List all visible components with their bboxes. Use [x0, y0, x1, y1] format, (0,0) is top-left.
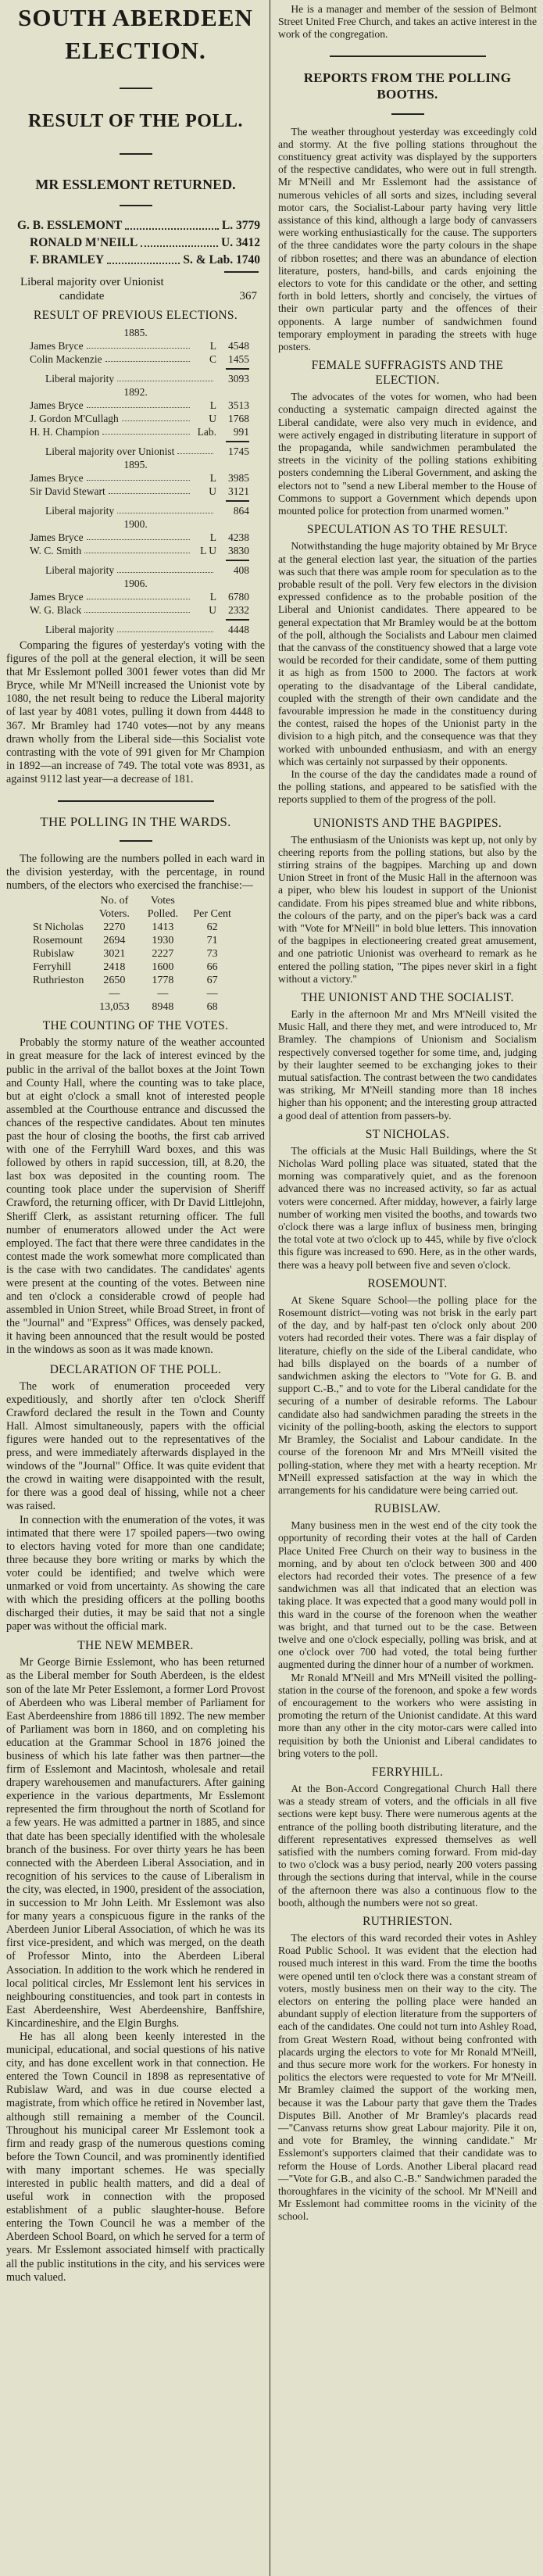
candidate-party: L — [209, 472, 216, 484]
ward-voters: 2418 — [103, 961, 126, 974]
divider — [226, 368, 249, 370]
previous-heading: RESULT OF PREVIOUS ELECTIONS. — [33, 309, 238, 322]
candidate-name: J. Gordon M'Cullagh — [30, 413, 119, 424]
candidate-votes: 3412 — [236, 236, 260, 249]
speculation-heading: SPECULATION AS TO THE RESULT. — [306, 523, 509, 537]
ward-row — [30, 961, 238, 974]
candidate-party: Lab. — [197, 426, 216, 438]
wards-table — [30, 894, 238, 1014]
candidate-name: James Bryce — [30, 531, 84, 543]
candidate-name: James Bryce — [30, 591, 84, 603]
candidate-party: S. & Lab. — [183, 253, 234, 267]
ward-percent: 62 — [206, 921, 218, 934]
result-row — [6, 217, 265, 234]
candidate-name: F. BRAMLEY — [30, 253, 105, 267]
candidate-party: C — [209, 353, 216, 365]
speculation-paragraph: In the course of the day the candidates made a round of the polling stations, and appeared to be satisfied with the reports supplied to them of the progress of the poll. — [278, 767, 537, 806]
candidate-votes: 3830 — [228, 545, 249, 556]
candidate-party: L U — [200, 545, 216, 556]
total-polled: 8948 — [152, 1001, 174, 1014]
previous-candidate-row — [6, 485, 265, 498]
ruthrieston-paragraph: The electors of this ward recorded their votes in Ashley Road Public School. It was evident that the election had roused much interest in this ward. From the time the booths were opened until ten o'clock there was a constant stream of voters, mostly business men on their way to the city. The electors on entering the polling place were handed an abundant supply of election literature from the supporters of each of the candidates. One could not turn into Ashley Road, from Great Western Road, without being confronted with placards urging the electors to vote for Mr Ronald M'Neill, and thus secure more work for the workers. For honesty in politics the electors were requested to vote for Mr M'Neill. Mr Bramley claimed the support of the working men, because it was the Labour party that gave them the Trades Disputes Bill. Another of Mr Bramley's placards read—"Canvass returns show great Labour majority. Pile it on, and vote for Bramley, the winning candidate." Mr Esslemont's supporters claimed that their candidate was to reform the House of Lords. Another Liberal placard read—"Vote for G.B., and also C.-B." Sandwichmen paraded the thoroughfares in the vicinity of the school. Mr M'Neill and Mr Esslemont had committee rooms in the vicinity of the school. — [278, 1932, 537, 2223]
candidate-votes: 2332 — [228, 604, 249, 616]
majority-label: Liberal majority — [45, 564, 115, 576]
candidate-votes: 3779 — [236, 219, 260, 232]
rubislaw-heading: RUBISLAW. — [374, 1502, 441, 1516]
previous-majority-row — [6, 623, 265, 636]
candidate-votes: 3121 — [228, 485, 249, 497]
st-nicholas-paragraph: The officials at the Music Hall Buildings, where the St Nicholas Ward polling place was situated, stated that the morning was comparatively quiet, and as the forenoon advanced there was no increased activity, so far as actual voters were concerned. After midday, however, a fairly large number of working men visited the booths, and towards two o'clock there was a large influx of business men, bringing the total vote at two o'clock up to 445, while by five o'clock this figure was increased to 690. Here, as in the other wards, there was a heavy poll between five and seven o'clock. — [278, 1144, 537, 1271]
ward-voters: 2270 — [103, 921, 126, 934]
declaration-paragraph: The work of enumeration proceeded very expeditiously, and shortly after ten o'clock Sheriff Crawford declared the result in the Town and County Hall. Almost simultaneously, papers with the official figures were handed out to the representatives of the press, and were immediately afterwards displayed in the windows of the "Journal" Office. It was quite evident that the crowd in waiting were disappointed with the result, for there was a good deal of hissing, while not a cheer was raised. — [6, 1379, 265, 1513]
election-year: 1906. — [123, 578, 148, 589]
ward-voters: 3021 — [103, 948, 126, 961]
election-year: 1895. — [123, 459, 148, 470]
election-year: 1892. — [123, 386, 148, 398]
ward-row — [30, 921, 238, 934]
previous-candidate-row — [6, 339, 265, 352]
candidate-party: U — [209, 413, 216, 424]
candidate-name: James Bryce — [30, 399, 84, 411]
majority-value: 1745 — [228, 445, 249, 457]
result-row — [6, 252, 265, 269]
declaration-heading: DECLARATION OF THE POLL. — [49, 1362, 222, 1376]
previous-majority-row — [6, 504, 265, 517]
new-member-heading: THE NEW MEMBER. — [77, 1639, 194, 1653]
divider — [330, 55, 486, 57]
divider — [120, 840, 152, 842]
previous-majority-row — [6, 564, 265, 577]
previous-candidate-row — [6, 471, 265, 485]
wards-intro: The following are the numbers polled in each ward in the division yesterday, with the percentage, in round numbers, of the electors who exercised the franchise:— — [6, 853, 265, 893]
candidate-votes: 3513 — [228, 399, 249, 411]
ward-row — [30, 934, 238, 947]
ferryhill-heading: FERRYHILL. — [371, 1765, 444, 1779]
column-left — [0, 0, 270, 2576]
candidate-party: L — [209, 399, 216, 411]
candidate-votes: 3985 — [228, 472, 249, 484]
counting-paragraph: Probably the stormy nature of the weather accounted in great measure for the lack of interest evinced by the public in the arrival of the ballot boxes at the Joint Town and County Hall, where the counting was to take place, but at eight o'clock a small knot of interested people assembled at the Courthouse entrance and discussed the chances of the respective candidates. About ten minutes past the hour of closing the booths, the first cab arrived with one of the Ferryhill Ward boxes, and this was followed by others in rapid succession, till, at 8.20, the last box was deposited in the counting room. The counting took place under the supervision of Sheriff Crawford, the returning officer, with Dr David Littlejohn, Sheriff Clerk, as assistant returning officer. The full number of enumerators allowed under the Act were employed. The fact that there were three candidates in the contest made the work somewhat more complicated than is the case with two candidates. The candidates' agents were present at the counting of the votes. Between nine and ten o'clock a considerable crowd of people had assembled in Union Street, while Broad Street, in front of the "Journal" and "Express" Offices, was densely packed, it having been announced that the result would be posted in the windows as soon as it was made known. — [6, 1036, 265, 1357]
majority-label: Liberal majority — [45, 505, 115, 517]
previous-candidate-row — [6, 544, 265, 557]
bagpipes-paragraph: The enthusiasm of the Unionists was kept up, not only by cheering reports from the polling stations, but also by the stirring strains of the bagpipes. Marching up and down Union Street in front of the Music Hall in the afternoon was a piper, who blew his loudest in support of the Unionist candidate. From his pipes streamed blue and white ribbons, the colours of the party, and on the piper's back was a card with "Vote for M'Neill" in bold blue letters. This innovation of the bagpipes in electioneering created great amusement, and one patriotic Unionist was overheard to remark as he entered the polling station, "The pipes never skirl in a fight without a victory." — [278, 833, 537, 985]
ward-row — [30, 974, 238, 987]
previous-majority-row — [6, 372, 265, 385]
ward-name: Rubislaw — [33, 948, 74, 961]
column-header-percent: Per Cent — [193, 908, 231, 921]
previous-candidate-row — [6, 603, 265, 617]
previous-candidate-row — [6, 590, 265, 603]
majority-label: Liberal majority — [45, 624, 115, 635]
candidate-name: W. C. Smith — [30, 545, 82, 556]
speculation-paragraph: Notwithstanding the huge majority obtained by Mr Bryce at the general election last year, the situation of the parties was such that there was ample room for speculation as to the probable result of the poll. Very few electors in the division expressed confidence as to the probable position of the Liberal and Unionist candidates. There appeared to be general expectation that Mr Bramley would be at the bottom of the poll, although the Socialists and Labour men claimed that the canvass of the constituency showed that a large vote would be recorded for their candidate, some of them putting it as high as from 1500 to 2000. The factors at work operating to the disadvantage of the Liberal candidate, coupled with the strength of their own candidate and the favourable impression he made in the constituency during the contest, raised the hopes of the Unionist party in the division to a high pitch, and the consequence was that they worked with unbounded enthusiasm, and with an energy which was certainly not surpassed by their opponents. — [278, 540, 537, 767]
counting-heading: THE COUNTING OF THE VOTES. — [42, 1019, 229, 1033]
wards-header-row — [30, 894, 238, 921]
majority-value: 408 — [233, 564, 249, 576]
ferryhill-paragraph: At the Bon-Accord Congregational Church Hall there was a steady stream of voters, and the officials in all five sections were kept busy. There were numerous agents at the entrance of the polling booth distributing literature, and the different representatives expressed themselves as well satisfied with the numbers coming forward. From mid-day to two o'clock was a busy period, nearly 200 voters passing through the sections during that interval, while in the course of the afternoon there was also a continuous flow to the booth, although the numbers were not so great. — [278, 1782, 537, 1909]
candidate-votes: 6780 — [228, 591, 249, 603]
total-rule-row: — — — — [109, 988, 218, 1000]
ward-voters: 2694 — [103, 935, 126, 947]
total-percent: 68 — [206, 1001, 218, 1014]
ward-voters: 2650 — [103, 975, 126, 987]
new-member-paragraph: He is a manager and member of the session of Belmont Street United Free Church, and takes an active interest in the work of the congregation. — [278, 3, 537, 41]
divider — [226, 500, 249, 502]
candidate-name: W. G. Black — [30, 604, 82, 616]
divider — [226, 560, 249, 561]
headline-deck: MR ESSLEMONT RETURNED. — [35, 177, 236, 192]
previous-candidate-row — [6, 352, 265, 366]
wards-total-row — [30, 1000, 238, 1014]
previous-candidate-row — [6, 531, 265, 544]
candidate-party: U. — [221, 236, 234, 249]
total-voters: 13,053 — [99, 1001, 130, 1014]
candidate-name: James Bryce — [30, 340, 84, 352]
previous-candidate-row — [6, 425, 265, 438]
divider — [226, 619, 249, 621]
candidate-party: L. — [221, 219, 234, 232]
headline-subtitle: RESULT OF THE POLL. — [28, 111, 243, 131]
st-nicholas-heading: ST NICHOLAS. — [365, 1127, 450, 1141]
unionist-socialist-heading: THE UNIONIST AND THE SOCIALIST. — [301, 991, 514, 1004]
candidate-party: U — [209, 604, 216, 616]
candidate-votes: 4238 — [228, 531, 249, 543]
ward-polled: 1600 — [152, 961, 174, 974]
rubislaw-paragraph: Mr Ronald M'Neill and Mrs M'Neill visited the polling-station in the course of the forenoon, and spoke a few words of encouragement to the workers who were assisting in promoting the return of the Unionist candidate. At this ward more than any other in the city motor-cars were called into requisition by both the Unionist and Liberal candidates to bring voters to the poll. — [278, 1671, 537, 1759]
new-member-paragraph: He has all along been keenly interested in the municipal, educational, and social questions of his native city, and has done excellent work in that connection. He entered the Town Council in 1898 as representative of Rubislaw Ward, and was in due course elected a magistrate, from which office he retired in November last, although still remaining a member of the Council. Throughout his municipal career Mr Esslemont took a firm and ready grasp of the numerous questions coming before the Town Council, and was prominently identified with many important schemes. He was specially interested in public health matters, and did a deal of useful work in connection with the proposed establishment of a public slaughter-house. Before entering the Town Council he was a member of the Aberdeen School Board, on which he served for a term of years. Mr Esslemont associated himself with practically all the public institutions in the city, and his services were much valued. — [6, 2030, 265, 2284]
candidate-party: L — [209, 591, 216, 603]
previous-candidate-row — [6, 412, 265, 425]
rosemount-paragraph: At Skene Square School—the polling place for the Rosemount district—voting was not brisk in the early part of the day, and by half-past ten o'clock only about 200 voters had recorded their votes. There was a fair display of literature, chiefly on the side of the Liberal candidate, who had bills displayed on the boards of a number of sandwichmen asking the electors to "Vote for G. B. and support C.-B.," and to vote for the Liberal candidate for the securing of a number of desirable reforms. The Labour candidate also had sandwichmen parading the streets in the vicinity of the polling-booth, asking the electors to support Mr Bramley, the Socialist and Labour candidate. In the course of the forenoon Mr and Mrs M'Neill visited the polling-station, where they met with a hearty reception. Mr M'Neill expressed satisfaction at the way in which the arrangements for his candidature were being carried out. — [278, 1293, 537, 1496]
comparison-paragraph: Comparing the figures of yesterday's voting with the figures of the poll at the general election, it will be seen that Mr Esslemont polled 3001 fewer votes than did Mr Bryce, while Mr M'Neill increased the Unionist vote by 1080, the net result being to reduce the Liberal majority of last year by 4081 votes, pulling it down from 4448 to 367. Mr Bramley had 1740 votes—not by any means drawn wholly from the Liberal side—this Socialist vote contrasting with the vote of 991 given for Mr Champion in 1892—an increase of 749. The total vote was 8931, as against 9112 last year—a decrease of 181. — [6, 639, 265, 785]
majority-label: candidate — [59, 290, 105, 302]
candidate-party: L — [209, 531, 216, 543]
column-header-polled: Votes Polled. — [147, 895, 178, 921]
column-right — [270, 0, 543, 2576]
divider — [120, 153, 152, 155]
bagpipes-heading: UNIONISTS AND THE BAGPIPES. — [313, 816, 502, 830]
wards-heading: THE POLLING IN THE WARDS. — [40, 814, 231, 830]
ward-percent: 66 — [206, 961, 218, 974]
rubislaw-paragraph: Many business men in the west end of the city took the opportunity of recording their votes at the hall of Carden Place United Free Church on their way to business in the morning, and by about ten o'clock between 300 and 400 electors had recorded their votes. The presence of a few sandwichmen was all that indicated that an election was taking place. It was expected that a good many would poll in this ward in the course of the forenoon when the weather was bright, and that turned out to be the case. Between twelve and one o'clock especially, polling was brisk, and at one o'clock over 700 had voted, the total being further augmented during the dinner hour of a number of workmen. — [278, 1519, 537, 1671]
new-member-paragraph: Mr George Birnie Esslemont, who has been returned as the Liberal member for South Aberdeen, is the eldest son of the late Mr Peter Esslemont, a former Lord Provost of Aberdeen who was Liberal member of Parliament for East Aberdeenshire from 1886 till 1892. The new member of Parliament was born in 1860, and on completing his education at the Grammar School in 1876 joined the business of which his late father was then partner—the firm of Esslemont and Macintosh, wholesale and retail drapery warehousemen and manufacturers. After gaining experience in the various departments, Mr Esslemont represented the firm throughout the north of Scotland for a few years. He was admitted a partner in 1885, and since that date has been specially identified with the wholesale branch of the business. For over thirty years he has been connected with the Aberdeen Liberal Association, and in recognition of his services to the cause of Liberalism in the city, was elected, in 1900, president of the association, in succession to Mr John Leith. Mr Esslemont was also for many years a conspicuous figure in the ranks of the Aberdeen Junior Liberal Association, of which he was its first vice-president, and which was merged, on the death of Professor Minto, into the Aberdeen Liberal Association. In addition to the work which he rendered in local political circles, Mr Esslemont lent his services in neighbouring constituencies, and took part in contests in East Aberdeenshire, West Aberdeenshire, Banffshire, Kincardineshire, and the Elgin Burghs. — [6, 1656, 265, 2030]
ruthrieston-heading: RUTHRIESTON. — [363, 1915, 452, 1928]
candidate-party: L — [209, 340, 216, 352]
result-majority — [6, 275, 265, 303]
column-header-voters: No. of Voters. — [98, 895, 130, 921]
ward-percent: 73 — [206, 948, 218, 961]
ward-polled: 1413 — [152, 921, 174, 934]
ward-percent: 67 — [206, 975, 218, 987]
headline-title: SOUTH ABERDEEN ELECTION. — [18, 4, 253, 64]
candidate-votes: 1768 — [228, 413, 249, 424]
majority-label: Liberal majority over Unionist — [20, 276, 164, 288]
ward-name: St Nicholas — [33, 921, 84, 934]
election-year: 1900. — [123, 518, 148, 530]
ward-name: Rosemount — [33, 935, 83, 947]
previous-majority-row — [6, 445, 265, 458]
divider — [224, 271, 259, 273]
divider — [120, 205, 152, 206]
candidate-name: James Bryce — [30, 472, 84, 484]
majority-value: 367 — [239, 290, 257, 302]
divider — [391, 113, 424, 115]
ward-polled: 1930 — [152, 935, 174, 947]
divider — [226, 441, 249, 442]
result-row — [6, 234, 265, 252]
unionist-socialist-paragraph: Early in the afternoon Mr and Mrs M'Neill visited the Music Hall, and there they met, and were introduced to, Mr Bramley. The champions of Unionism and Socialism respectively conversed together for some time, and, judging by their laughter seemed to be exchanging jokes to their mutual satisfaction. The contrast between the two candidates was striking, Mr M'Neill standing more than 18 inches higher than his opponent; and the interesting group attracted a good deal of attention from passers-by. — [278, 1008, 537, 1122]
election-year: 1885. — [123, 327, 148, 338]
divider — [58, 800, 214, 802]
majority-label: Liberal majority — [45, 373, 115, 385]
ward-polled: 1778 — [152, 975, 174, 987]
candidate-name: Sir David Stewart — [30, 485, 105, 497]
ward-name: Ferryhill — [33, 961, 71, 974]
candidate-votes: 1455 — [228, 353, 249, 365]
majority-value: 4448 — [228, 624, 249, 635]
candidate-votes: 4548 — [228, 340, 249, 352]
previous-candidate-row — [6, 399, 265, 412]
ward-name: Ruthrieston — [33, 975, 84, 987]
majority-value: 864 — [233, 505, 249, 517]
candidate-votes: 1740 — [236, 253, 260, 267]
candidate-party: U — [209, 485, 216, 497]
majority-label: Liberal majority over Unionist — [45, 445, 175, 457]
majority-value: 3093 — [228, 373, 249, 385]
previous-elections — [6, 326, 265, 636]
rosemount-heading: ROSEMOUNT. — [367, 1276, 448, 1290]
candidate-name: Colin Mackenzie — [30, 353, 102, 365]
booths-heading: REPORTS FROM THE POLLING BOOTHS. — [303, 70, 512, 102]
ward-polled: 2227 — [152, 948, 174, 961]
candidate-name: RONALD M'NEILL — [30, 236, 138, 249]
ward-row — [30, 947, 238, 961]
candidate-votes: 991 — [233, 426, 249, 438]
declaration-paragraph: In connection with the enumeration of the votes, it was intimated that there were 17 spoiled papers—two owing to electors having voted for more than one candidate; three because they bore writing or marks by which the voter could be identified; and twelve which were unmarked or void from uncertainty. As showing the care with which the presiding officers at the polling booths discharged their duties, it may be said that not a single paper was without the official mark. — [6, 1513, 265, 1633]
candidate-name: G. B. ESSLEMONT — [17, 219, 123, 232]
booths-paragraph: The weather throughout yesterday was exceedingly cold and stormy. At the five polling stations throughout the constituency great activity was displayed by the supporters of the respective candidates, who were out in full strength. Mr M'Neill and Mr Esslemont had the assistance of numerous vehicles of all sorts and sizes, including several motor cars, the Socialist-Labour party having very little assistance of this kind, although a large body of canvassers were working enthusiastically for the cause. The supporters of the three candidates wore the party colours in the shape of ribbon rosettes; and there was an abundance of election literature, posters, hand-bills, and cards enjoining the electors to vote for this candidate or the other, and setting forth in bold letters, shortly and concisely, the virtues of their own particular party and the offences of their opponents. A large number of sandwichmen found temporary employment in parading the streets with huge posters. — [278, 125, 537, 353]
divider — [120, 88, 152, 89]
suffragists-paragraph: The advocates of the votes for women, who had been conducting a systematic campaign directed against the Liberal candidate, were also very much in evidence, and were actively engaged in distributing literature in support of the propaganda, while sandwichmen perambulated the streets in the vicinity of the polling stations exhibiting posters condemning the Liberal Government, and asking the electors not to "send a new Liberal member to the House of Commons to support a Government which depends upon mounted police for protection from unarmed women." — [278, 391, 537, 517]
suffragists-heading: FEMALE SUFFRAGISTS AND THE ELECTION. — [311, 359, 504, 388]
candidate-name: H. H. Champion — [30, 426, 100, 438]
ward-percent: 71 — [206, 935, 218, 947]
